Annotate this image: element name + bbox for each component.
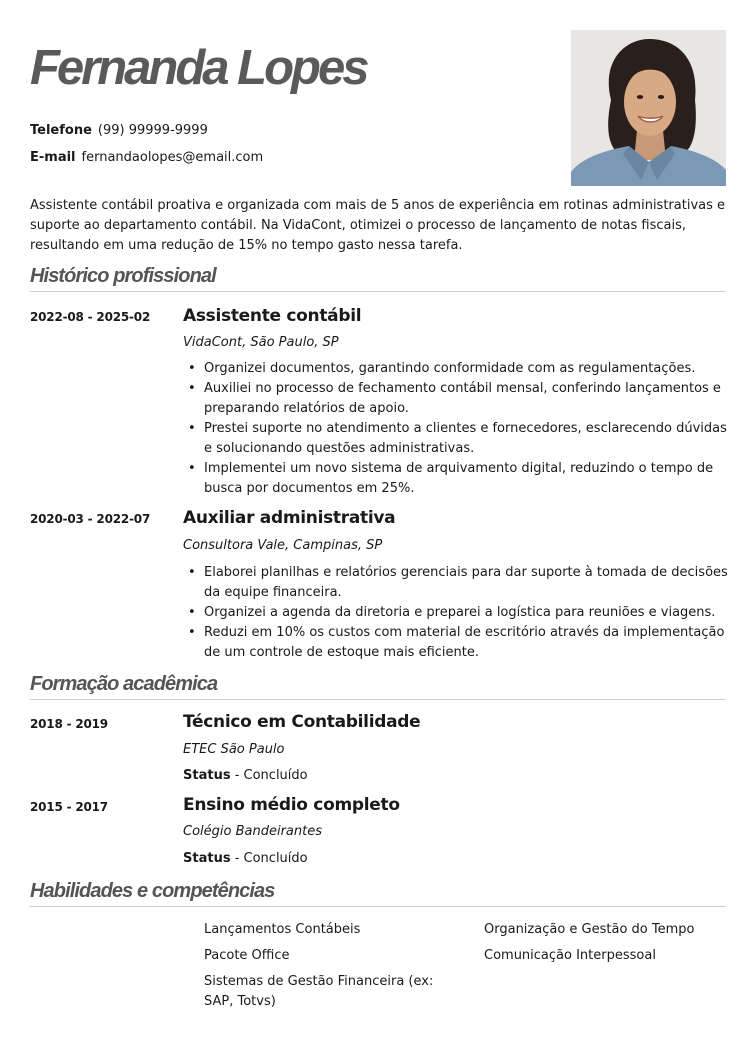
phone-value: (99) 99999-9999 (97, 123, 208, 138)
candidate-name: Fernanda Lopes (30, 41, 367, 95)
professional-summary: Assistente contábil proativa e organizada com mais de 5 anos de experiência em rotinas administrativas e suporte ao departamento contábil. Na VidaCont, otimizei o processo de lançamento de notas fiscais, resultando em uma redução de 15% no tempo gasto nessa tarefa. (30, 198, 726, 253)
job-title: Auxiliar administrativa (183, 508, 396, 528)
skill-item: Lançamentos Contábeis (204, 922, 361, 937)
status-value: - Concluído (234, 851, 308, 866)
skill-item: Sistemas de Gestão Financeira (ex: SAP, Totvs) (204, 974, 434, 1009)
profile-photo (571, 30, 726, 186)
list-item: • Organizei documentos, garantindo conformidade com as regulamentações. (183, 359, 728, 379)
skill-item: Pacote Office (204, 948, 290, 963)
list-item: • Elaborei planilhas e relatórios gerenciais para dar suporte à tomada de decisões da equipe financeira. (183, 563, 728, 603)
education-school: Colégio Bandeirantes (183, 824, 322, 839)
education-dates: 2018 - 2019 (30, 717, 108, 731)
job-bullets (183, 563, 728, 663)
job-bullets (183, 359, 728, 499)
job-company: VidaCont, São Paulo, SP (183, 335, 339, 350)
education-school: ETEC São Paulo (183, 742, 285, 757)
section-title-experience: Histórico profissional (30, 265, 726, 292)
list-item: • Auxiliei no processo de fechamento contábil mensal, conferindo lançamentos e preparando relatórios de apoio. (183, 379, 728, 419)
education-title: Ensino médio completo (183, 795, 400, 815)
job-title: Assistente contábil (183, 306, 362, 326)
job-company: Consultora Vale, Campinas, SP (183, 538, 383, 553)
email-label: E-mail (30, 150, 76, 165)
email-value: fernandaolopes@email.com (81, 150, 264, 165)
job-dates: 2022-08 - 2025-02 (30, 310, 151, 324)
list-item: • Reduzi em 10% os custos com material de escritório através da implementação de um controle de estoque mais eficiente. (183, 623, 728, 663)
education-title: Técnico em Contabilidade (183, 712, 421, 732)
job-dates: 2020-03 - 2022-07 (30, 512, 151, 526)
section-title-skills: Habilidades e competências (30, 880, 726, 907)
skill-item: Comunicação Interpessoal (484, 948, 656, 963)
status-label: Status (183, 768, 231, 783)
email-line (30, 150, 263, 165)
section-title-education: Formação acadêmica (30, 673, 726, 700)
phone-label: Telefone (30, 123, 92, 138)
portrait-illustration (571, 30, 726, 186)
list-item: • Implementei um novo sistema de arquivamento digital, reduzindo o tempo de busca por documentos em 25%. (183, 459, 728, 499)
status-value: - Concluído (234, 768, 308, 783)
skill-item: Organização e Gestão do Tempo (484, 922, 695, 937)
list-item: • Prestei suporte no atendimento a clientes e fornecedores, esclarecendo dúvidas e solucionando questões administrativas. (183, 419, 728, 459)
education-status (183, 851, 308, 866)
phone-line (30, 123, 208, 138)
list-item: • Organizei a agenda da diretoria e preparei a logística para reuniões e viagens. (183, 603, 728, 623)
status-label: Status (183, 851, 231, 866)
education-status (183, 768, 308, 783)
education-dates: 2015 - 2017 (30, 800, 108, 814)
